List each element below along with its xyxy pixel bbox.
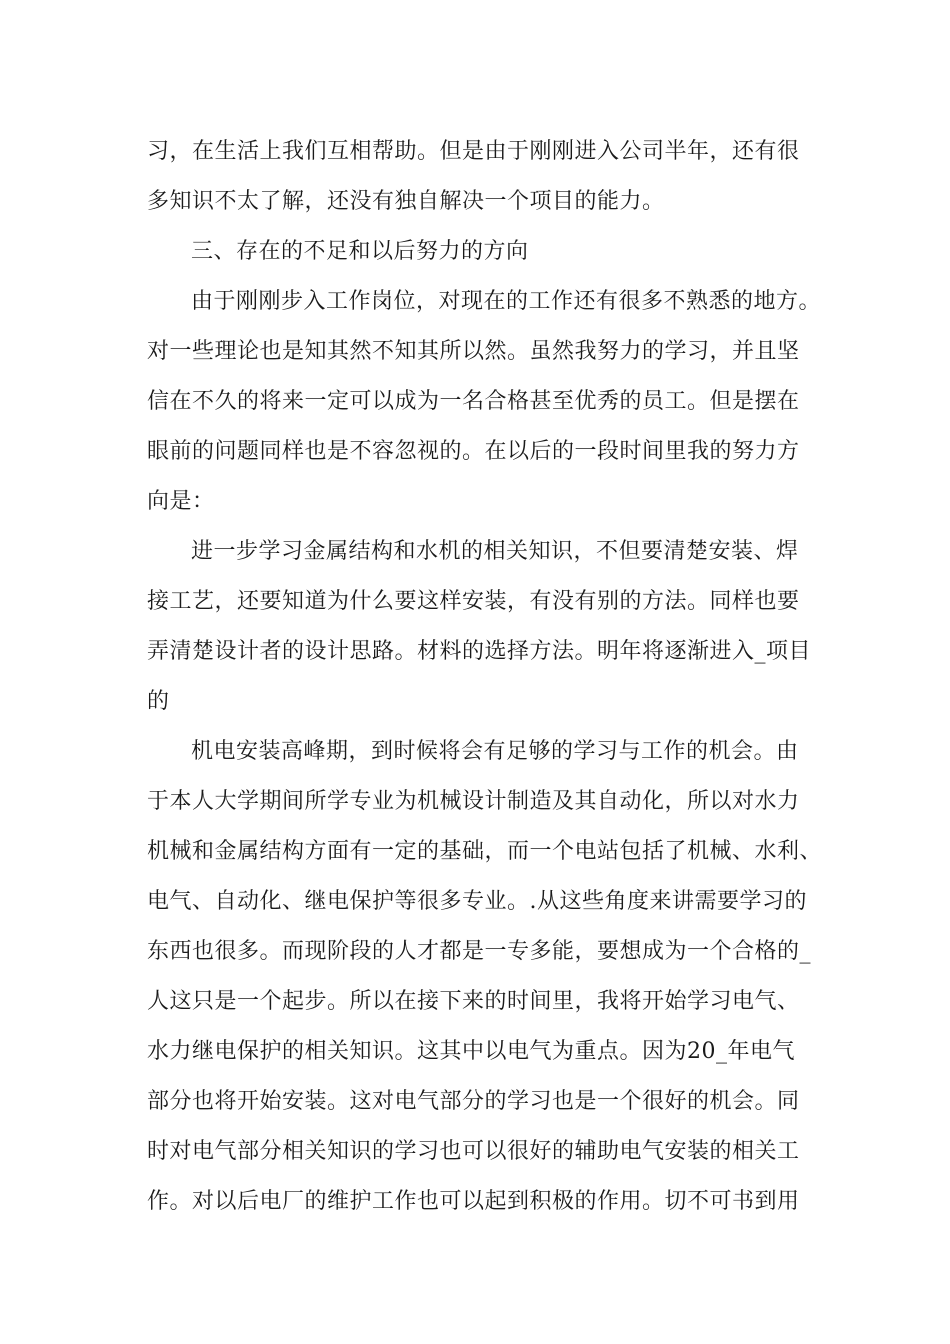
text-line: 于本人大学期间所学专业为机械设计制造及其自动化，所以对水力	[147, 789, 800, 814]
text-line: 东西也很多。而现阶段的人才都是一专多能，要想成为一个合格的_	[147, 939, 812, 964]
text-line: 人这只是一个起步。所以在接下来的时间里，我将开始学习电气、	[147, 989, 800, 1014]
text-line: 作。对以后电厂的维护工作也可以起到积极的作用。切不可书到用	[147, 1189, 800, 1214]
text-line: 水力继电保护的相关知识。这其中以电气为重点。因为20_年电气	[147, 1039, 795, 1064]
text-line: 对一些理论也是知其然不知其所以然。虽然我努力的学习，并且坚	[147, 339, 800, 364]
text-line: 习，在生活上我们互相帮助。但是由于刚刚进入公司半年，还有很	[147, 139, 800, 164]
text-line: 向是：	[147, 489, 215, 514]
text-line: 弄清楚设计者的设计思路。材料的选择方法。明年将逐渐进入_项目	[147, 639, 812, 664]
text-line: 多知识不太了解，还没有独自解决一个项目的能力。	[147, 189, 665, 214]
text-line: 接工艺，还要知道为什么要这样安装，有没有别的方法。同样也要	[147, 589, 800, 614]
text-line: 部分也将开始安装。这对电气部分的学习也是一个很好的机会。同	[147, 1089, 800, 1114]
text-line: 信在不久的将来一定可以成为一名合格甚至优秀的员工。但是摆在	[147, 389, 800, 414]
section-heading: 三、存在的不足和以后努力的方向	[191, 239, 529, 264]
text-line: 时对电气部分相关知识的学习也可以很好的辅助电气安装的相关工	[147, 1139, 800, 1164]
text-line: 由于刚刚步入工作岗位，对现在的工作还有很多不熟悉的地方。	[191, 289, 822, 314]
text-line: 的	[147, 689, 170, 714]
text-line: 机械和金属结构方面有一定的基础，而一个电站包括了机械、水利、	[147, 839, 823, 864]
text-line: 眼前的问题同样也是不容忽视的。在以后的一段时间里我的努力方	[147, 439, 800, 464]
text-line: 电气、自动化、继电保护等很多专业。.从这些角度来讲需要学习的	[147, 889, 807, 914]
text-line: 进一步学习金属结构和水机的相关知识，不但要清楚安装、焊	[191, 539, 799, 564]
text-line: 机电安装高峰期，到时候将会有足够的学习与工作的机会。由	[191, 739, 799, 764]
